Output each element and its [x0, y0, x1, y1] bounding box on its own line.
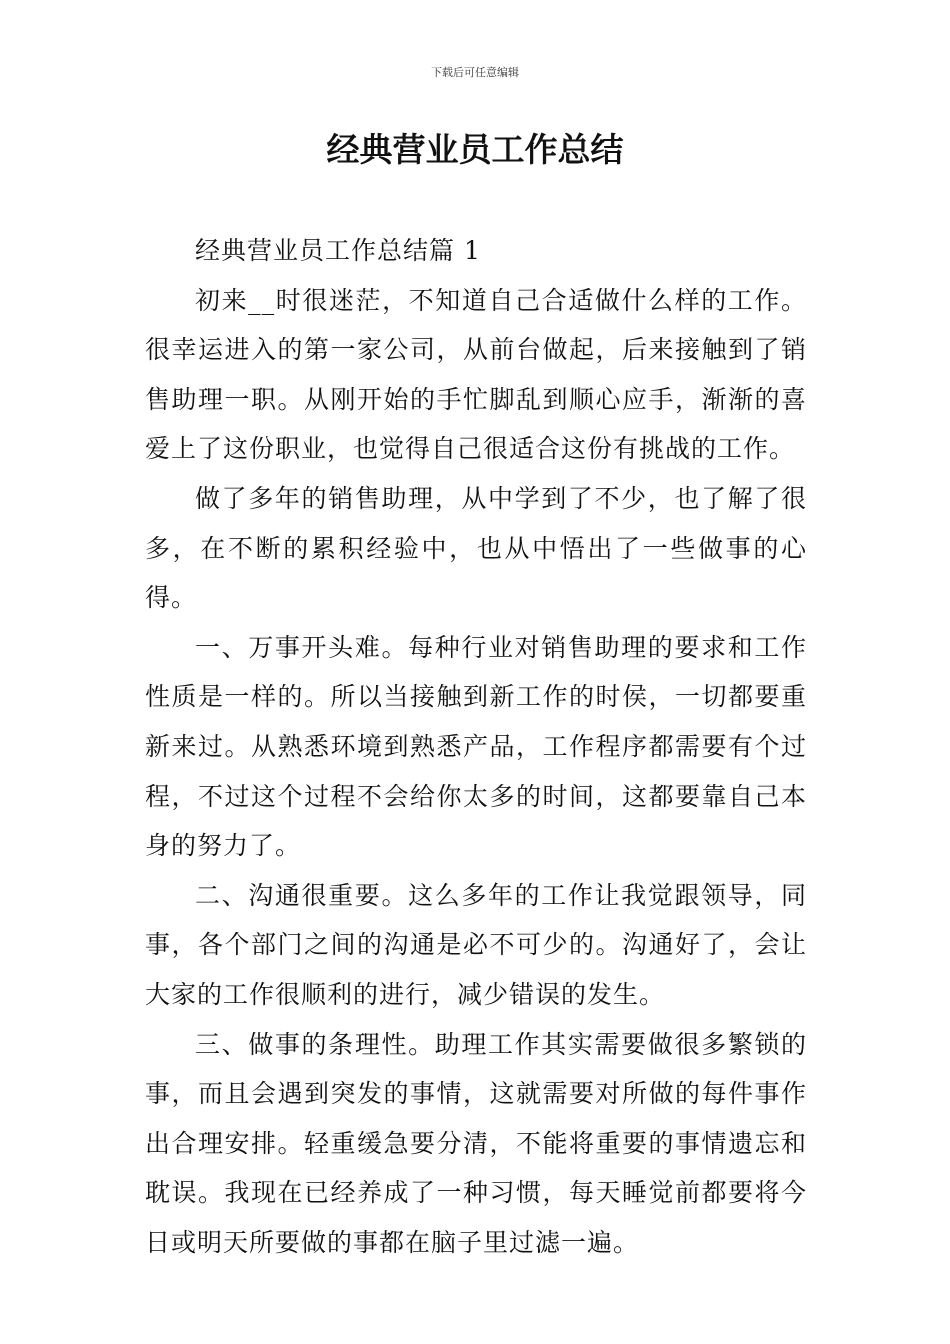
document-body [145, 226, 807, 1267]
paragraph-intro: 初来__时很迷茫，不知道自己合适做什么样的工作。很幸运进入的第一家公司，从前台做起，后来接触到了销售助理一职。从刚开始的手忙脚乱到顺心应手，渐渐的喜爱上了这份职业，也觉得自己很适合这份有挑战的工作。 [145, 285, 807, 464]
document-title: 经典营业员工作总结 [326, 130, 624, 169]
header-note: 下载后可任意编辑 [431, 66, 519, 79]
paragraph-point-1: 一、万事开头难。每种行业对销售助理的要求和工作性质是一样的。所以当接触到新工作的时侯，一切都要重新来过。从熟悉环境到熟悉产品，工作程序都需要有个过程，不过这个过程不会给你太多的时间，这都要靠自己本身的努力了。 [145, 632, 807, 861]
paragraph-point-3: 三、做事的条理性。助理工作其实需要做很多繁锁的事，而且会遇到突发的事情，这就需要对所做的每件事作出合理安排。轻重缓急要分清，不能将重要的事情遗忘和耽误。我现在已经养成了一种习惯，每天睡觉前都要将今日或明天所要做的事都在脑子里过滤一遍。 [145, 1029, 807, 1257]
section-heading: 经典营业员工作总结篇 1 [195, 236, 481, 265]
paragraph-point-2: 二、沟通很重要。这么多年的工作让我觉跟领导，同事，各个部门之间的沟通是必不可少的。沟通好了，会让大家的工作很顺利的进行，减少错误的发生。 [145, 880, 807, 1009]
paragraph-experience: 做了多年的销售助理，从中学到了不少，也了解了很多，在不断的累积经验中，也从中悟出了一些做事的心得。 [145, 483, 807, 613]
